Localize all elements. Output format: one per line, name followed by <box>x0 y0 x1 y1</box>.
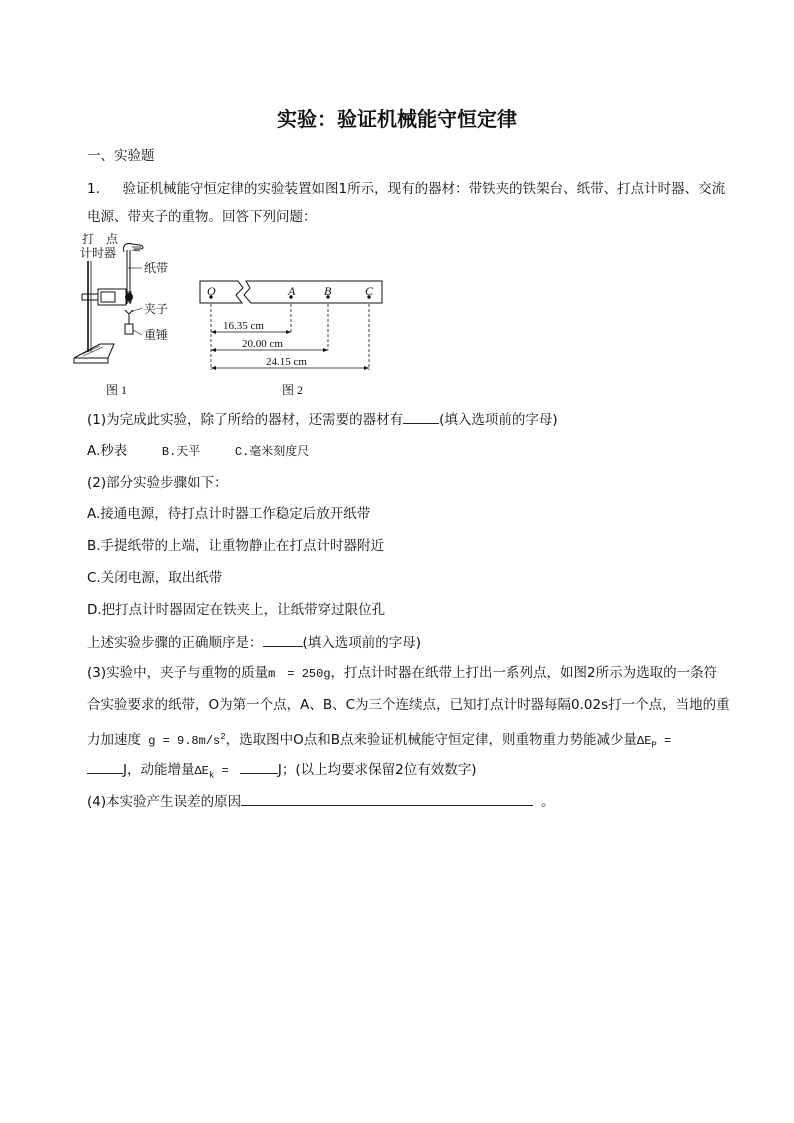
figure-1-label-clip: 夹子 <box>144 302 169 316</box>
part-4-period: 。 <box>541 794 555 810</box>
part-3-line-4 <box>87 760 477 784</box>
figure-2-distance-b: 20.00 cm <box>242 338 283 350</box>
figure-1-apparatus <box>74 243 143 363</box>
figure-2-point-b: B <box>324 284 332 298</box>
part-4-line <box>87 792 555 811</box>
mass-value: m = 250g <box>268 667 331 681</box>
part-2-heading: (2)部分实验步骤如下： <box>87 475 228 491</box>
potential-energy-equals: = <box>656 734 672 748</box>
potential-energy-symbol: ΔE <box>637 734 652 748</box>
step-c: C.关闭电源，取出纸带 <box>87 570 223 586</box>
order-hint: (填入选项前的字母) <box>302 635 422 651</box>
figure-2-point-a: A <box>288 284 296 298</box>
gravity-exponent: 2 <box>220 732 226 742</box>
step-b: B.手提纸带的上端，让重物静止在打点计时器附近 <box>87 538 385 554</box>
figure-2-point-c: C <box>365 284 374 298</box>
kinetic-energy-symbol: ΔE <box>194 764 209 778</box>
figure-2-distance-a: 16.35 cm <box>223 320 264 332</box>
part-1-text: (1)为完成此实验，除了所给的器材，还需要的器材有 <box>87 412 404 428</box>
step-a: A.接通电源，待打点计时器工作稳定后放开纸带 <box>87 506 371 522</box>
figure-1-caption: 图 1 <box>106 383 128 397</box>
experiment-figures <box>70 228 400 400</box>
part-1-answer-blank[interactable] <box>403 410 439 424</box>
part-4-answer-blank[interactable] <box>241 792 533 806</box>
question-intro-line-1 <box>87 180 725 198</box>
question-intro-text-1: 验证机械能守恒定律的实验装置如图1所示，现有的器材：带铁夹的铁架台、纸带、打点计时器、交流 <box>122 181 726 197</box>
kinetic-energy-answer-blank[interactable] <box>240 760 278 774</box>
option-a: A.秒表 <box>87 443 128 459</box>
order-text: 上述实验步骤的正确顺序是： <box>87 635 263 651</box>
figure-1-label-tape: 纸带 <box>144 261 169 275</box>
part-3-line-2: 合实验要求的纸带，O为第一个点，A、B、C为三个连续点，已知打点计时器每隔0.02s打一个点，当地的重 <box>87 697 730 713</box>
figure-1-label-timer-1: 打 点 <box>82 232 119 246</box>
order-answer-blank[interactable] <box>263 633 303 647</box>
part-3-text-3: 力加速度 <box>87 732 141 748</box>
section-heading: 一、实验题 <box>87 148 155 164</box>
option-c: C.毫米刻度尺 <box>234 445 310 459</box>
figure-1-label-weight: 重锤 <box>144 328 169 342</box>
figure-2-caption: 图 2 <box>282 383 304 397</box>
part-3-text-4b: J；(以上均要求保留2位有效数字) <box>277 762 477 778</box>
figure-2-point-o: O <box>207 284 216 298</box>
question-number: 1. <box>87 181 100 197</box>
figure-2-distance-c: 24.15 cm <box>266 356 307 368</box>
order-line <box>87 633 421 652</box>
potential-energy-answer-blank[interactable] <box>87 760 123 774</box>
part-3-line-1 <box>87 664 717 683</box>
kinetic-energy-equals: = <box>214 764 236 778</box>
page-title: 实验：验证机械能守恒定律 <box>277 107 517 131</box>
potential-energy-subscript: P <box>651 740 657 751</box>
part-3-text-1b: ，打点计时器在纸带上打出一系列点，如图2所示为选取的一条符 <box>330 665 718 681</box>
part-4-text: (4)本实验产生误差的原因 <box>87 794 242 810</box>
question-intro-line-2: 电源、带夹子的重物。回答下列问题： <box>87 209 317 225</box>
kinetic-energy-subscript: k <box>208 770 215 781</box>
part-3-line-3 <box>87 728 671 754</box>
figure-1-label-timer-2: 计时器 <box>80 246 117 260</box>
part-1-hint: (填入选项前的字母) <box>439 412 558 428</box>
part-1-options <box>87 442 309 461</box>
part-1-line <box>87 410 558 429</box>
option-b: B.天平 <box>161 445 201 459</box>
step-d: D.把打点计时器固定在铁夹上，让纸带穿过限位孔 <box>87 602 386 618</box>
part-3-text-1: (3)实验中，夹子与重物的质量 <box>87 665 269 681</box>
part-3-text-4: J，动能增量 <box>123 762 195 778</box>
gravity-value: g = 9.8m/s <box>148 734 221 748</box>
part-3-text-3b: ，选取图中O点和B点来验证机械能守恒定律，则重物重力势能减少量 <box>225 732 638 748</box>
